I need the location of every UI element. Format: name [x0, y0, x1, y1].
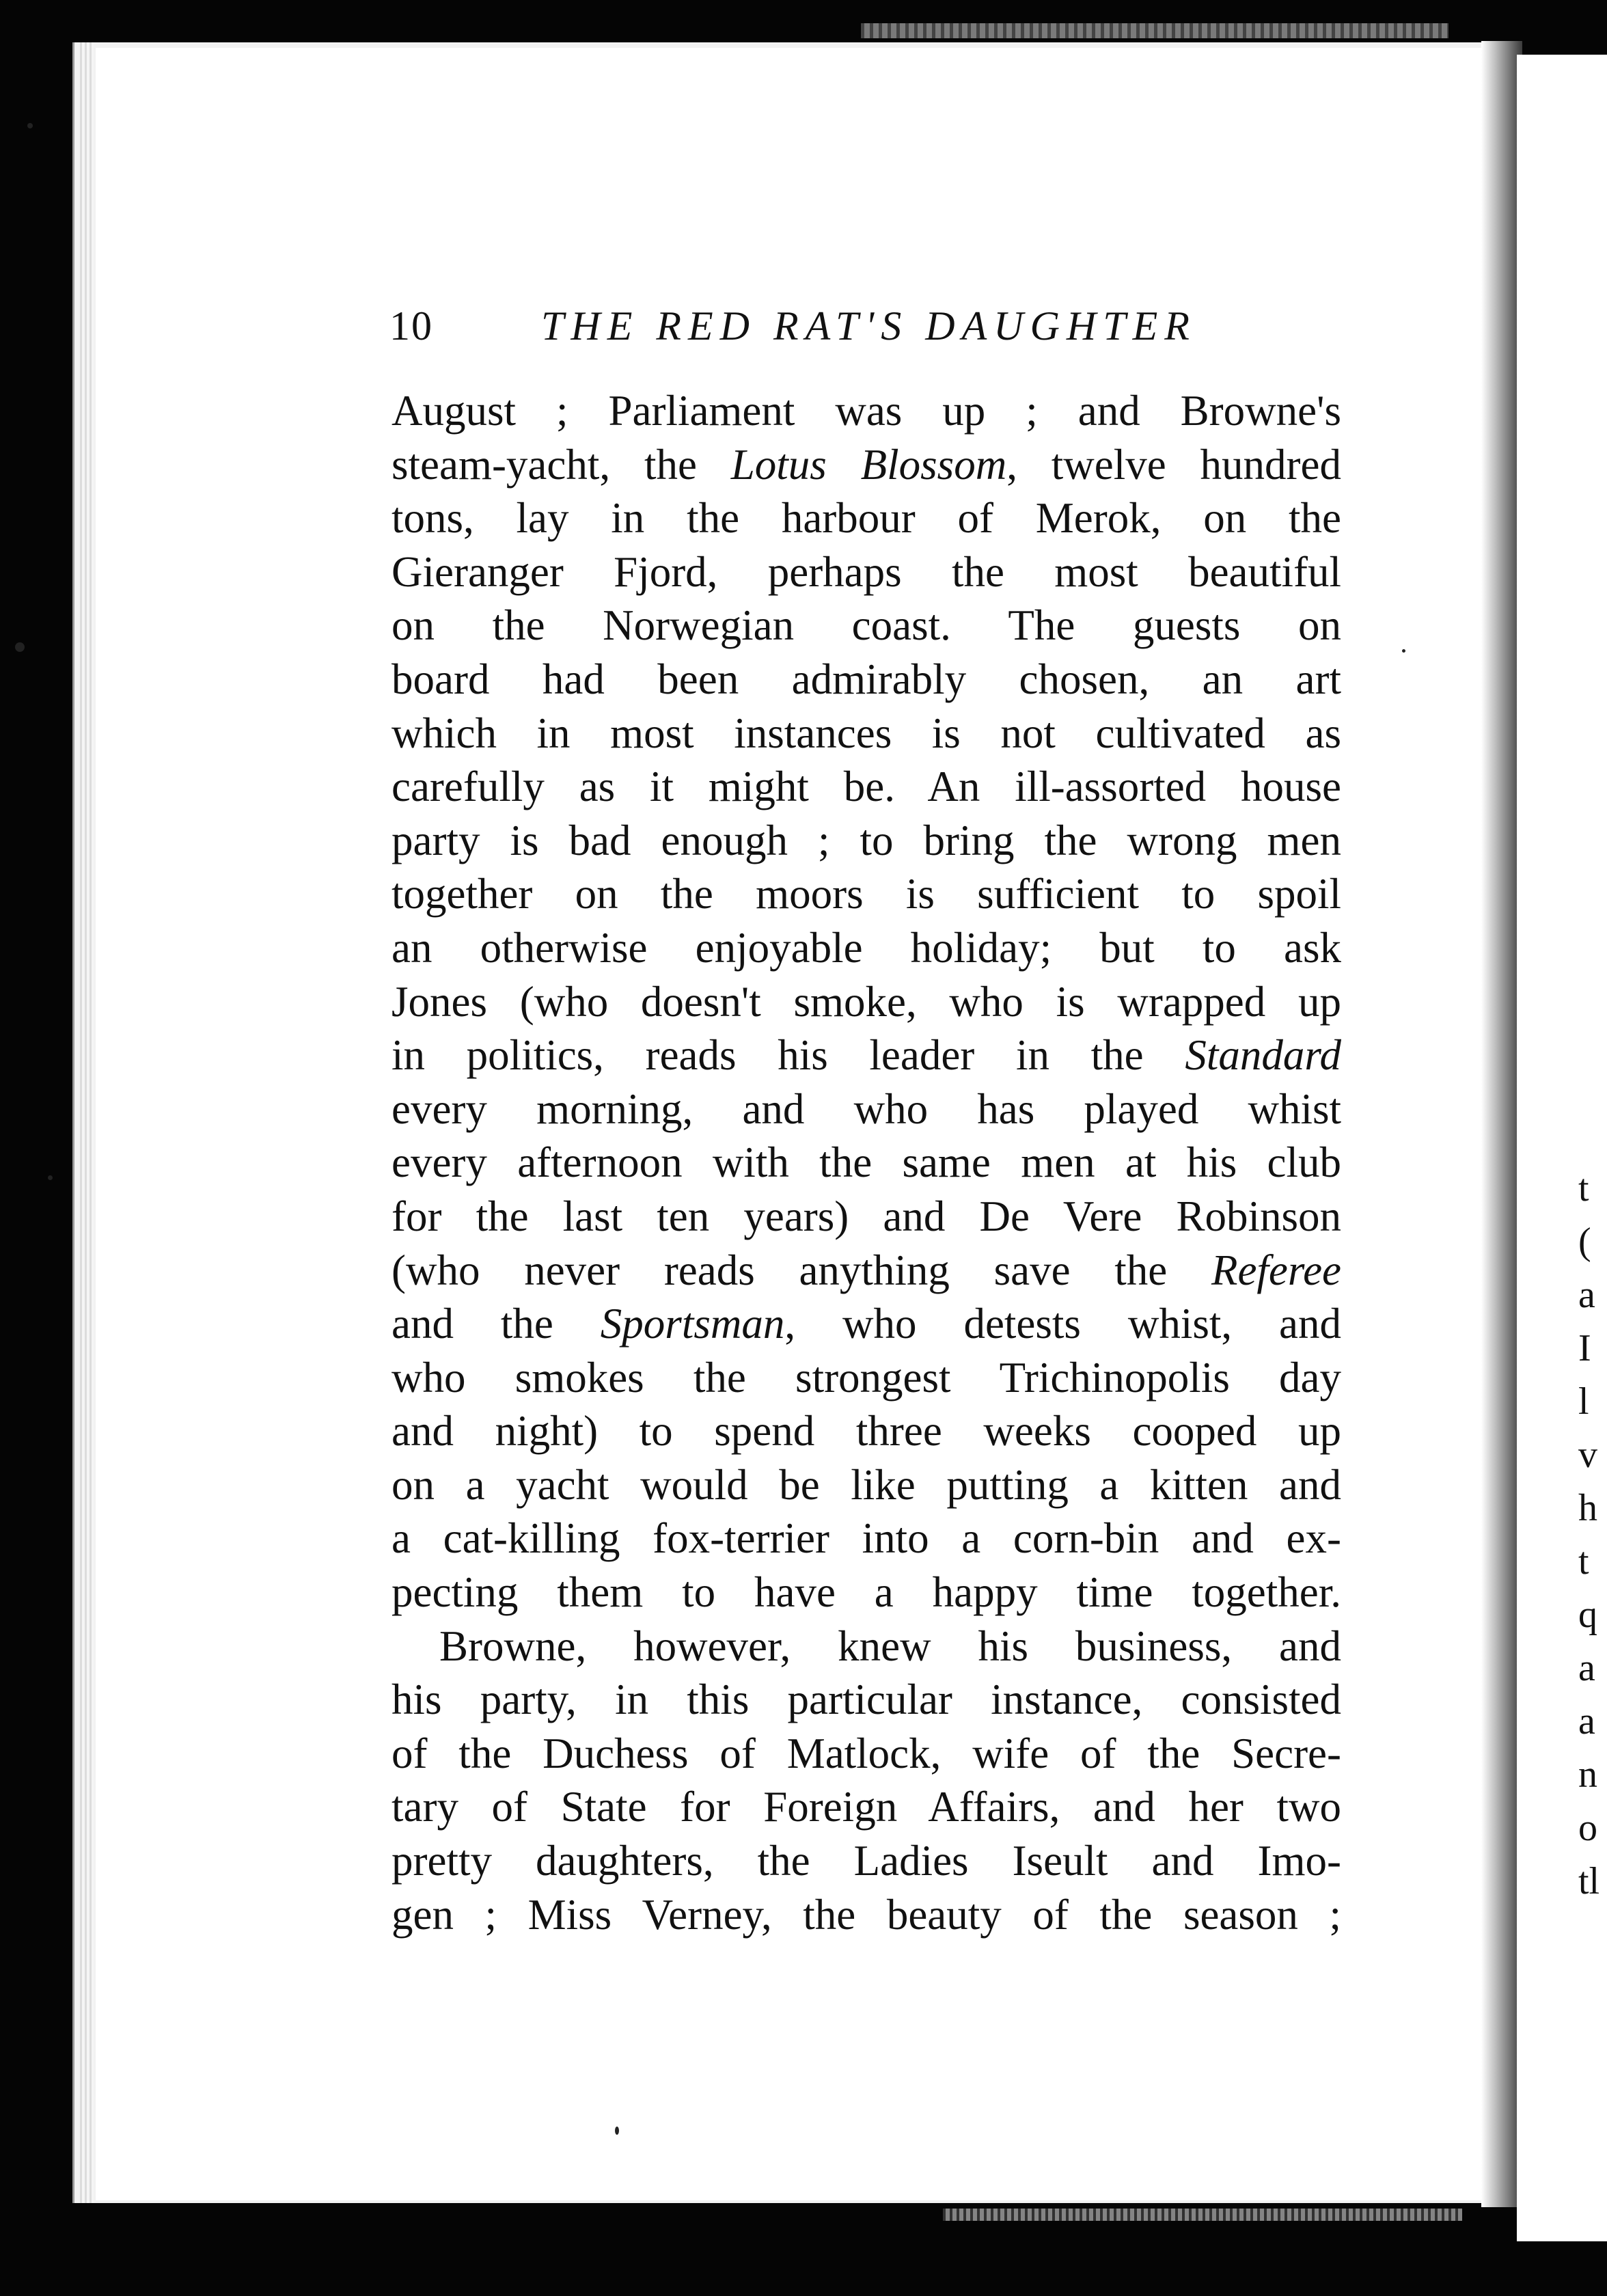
facing-page [1517, 55, 1607, 2241]
text-line: tons, lay in the harbour of Merok, on the [392, 494, 1341, 543]
text-line: every morning, and who has played whist [392, 1084, 1341, 1133]
text-line: Gieranger Fjord, perhaps the most beautiful [392, 547, 1341, 596]
running-title: THE RED RAT'S DAUGHTER [541, 303, 1196, 348]
facing-page-letter: tl [1578, 1860, 1600, 1902]
facing-page-letter: t [1578, 1167, 1589, 1210]
text-run: in politics, reads his leader in the [392, 1031, 1185, 1080]
text-run: (who never reads anything save the [392, 1246, 1211, 1294]
scan-speck [48, 1175, 53, 1180]
top-page-edge [861, 23, 1448, 38]
book-gutter-shadow [1481, 41, 1522, 2207]
scan-speck [615, 2127, 619, 2135]
text-run: , who detests whist, and [784, 1300, 1341, 1348]
facing-page-letter: q [1578, 1594, 1597, 1636]
facing-page-letter: o [1578, 1807, 1597, 1849]
facing-page-letter: ( [1578, 1220, 1591, 1263]
italic-title: Standard [1185, 1031, 1341, 1080]
scan-speck [1402, 649, 1405, 653]
facing-page-letter: a [1578, 1647, 1595, 1689]
bottom-page-edge [943, 2209, 1462, 2221]
text-run: steam-yacht, the [392, 440, 731, 489]
text-line: his party, in this particular instance, consisted [392, 1676, 1341, 1724]
text-line: gen ; Miss Verney, the beauty of the season ; [392, 1890, 1341, 1939]
text-line: on a yacht would be like putting a kitten and [392, 1460, 1341, 1509]
text-line: pecting them to have a happy time together. [392, 1568, 1341, 1617]
text-line: party is bad enough ; to bring the wrong men [392, 816, 1341, 864]
text-line: together on the moors is sufficient to spoil [392, 870, 1341, 918]
facing-page-letter: a [1578, 1274, 1595, 1316]
scan-speck [15, 642, 25, 652]
body-text [392, 384, 1341, 1941]
text-line [392, 1028, 1341, 1082]
text-line: every afternoon with the same men at his club [392, 1138, 1341, 1187]
facing-page-letter: t [1578, 1540, 1589, 1583]
italic-title: Lotus Blossom [730, 440, 1007, 489]
text-line: Jones (who doesn't smoke, who is wrapped up [392, 977, 1341, 1026]
text-line: board had been admirably chosen, an art [392, 655, 1341, 703]
text-line: carefully as it might be. An ill-assorted house [392, 763, 1341, 811]
italic-title: Sportsman [600, 1300, 785, 1348]
text-line: tary of State for Foreign Affairs, and her two [392, 1783, 1341, 1831]
text-run: , twelve hundred [1006, 440, 1341, 489]
facing-page-letter: I [1578, 1327, 1591, 1369]
page-number: 10 [389, 303, 433, 348]
text-line: who smokes the strongest Trichinopolis day [392, 1353, 1341, 1402]
scan-speck [27, 123, 33, 128]
text-line: an otherwise enjoyable holiday; but to ask [392, 923, 1341, 972]
text-line: for the last ten years) and De Vere Robinson [392, 1192, 1341, 1240]
text-line: Browne, however, knew his business, and [439, 1622, 1341, 1670]
text-line: a cat-killing fox-terrier into a corn-bin and ex- [392, 1514, 1341, 1563]
text-line: August ; Parliament was up ; and Browne's [392, 387, 1341, 435]
italic-title: Referee [1211, 1246, 1341, 1294]
text-line: pretty daughters, the Ladies Iseult and Imo- [392, 1837, 1341, 1885]
facing-page-letter: l [1578, 1380, 1589, 1423]
facing-page-letter: a [1578, 1700, 1595, 1742]
text-line: of the Duchess of Matlock, wife of the Secre- [392, 1729, 1341, 1777]
text-line: which in most instances is not cultivated as [392, 709, 1341, 757]
text-line: on the Norwegian coast. The guests on [392, 601, 1341, 650]
text-line: and night) to spend three weeks cooped up [392, 1407, 1341, 1456]
text-run: and the [392, 1300, 601, 1348]
text-line [392, 438, 1341, 492]
running-header [389, 295, 1346, 357]
facing-page-letter: v [1578, 1434, 1597, 1476]
text-line [392, 1297, 1341, 1351]
facing-page-letter: h [1578, 1487, 1597, 1529]
facing-page-letter: n [1578, 1753, 1597, 1796]
facing-page-letters [1578, 1162, 1607, 1908]
text-line [392, 1244, 1341, 1298]
